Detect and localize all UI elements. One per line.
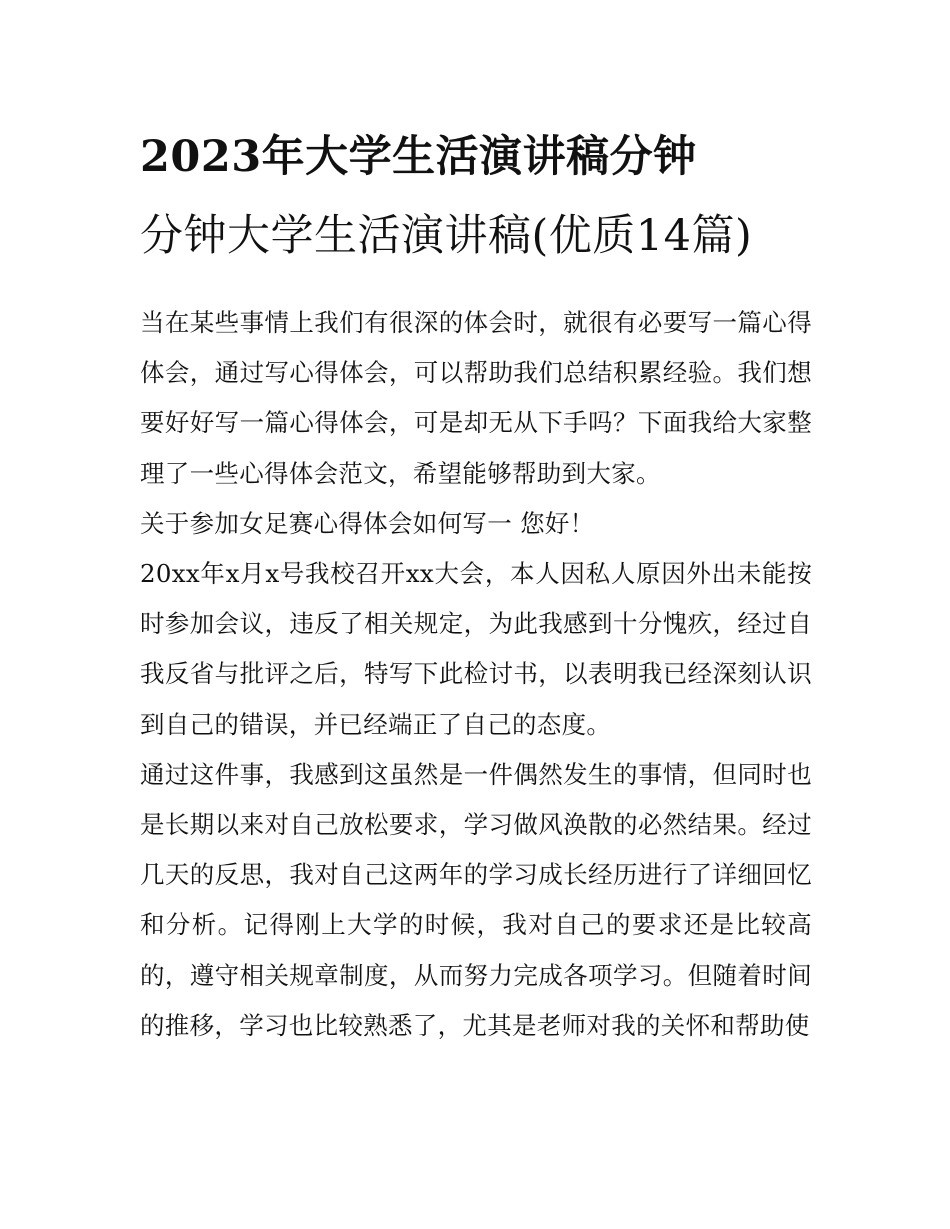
intro-paragraph: 当在某些事情上我们有很深的体会时，就很有必要写一篇心得体会，通过写心得体会，可以帮助我们总结积累经验。我们想要好好写一篇心得体会，可是却无从下手吗？下面我给大家整理了一些心得体会范文，希望能够帮助到大家。 (140, 308, 812, 488)
title-line-1: 2023年大学生活演讲稿分钟 (140, 132, 697, 182)
title-line-2: 分钟大学生活演讲稿(优质14篇) (140, 211, 753, 261)
body-paragraph: 通过这件事，我感到这虽然是一件偶然发生的事情，但同时也是长期以来对自己放松要求，学习做风涣散的必然结果。经过几天的反思，我对自己这两年的学习成长经历进行了详细回忆和分析。记得刚上大学的时候，我对自己的要求还是比较高的，遵守相关规章制度，从而努力完成各项学习。但随着时间的推移，学习也比较熟悉了，尤其是老师对我的关怀和帮助使 (140, 759, 812, 1040)
document-title (140, 118, 812, 276)
section-heading: 关于参加女足赛心得体会如何写一 您好！ (140, 508, 595, 538)
document-page (140, 118, 812, 1051)
body-paragraph: 20xx年x月x号我校召开xx大会，本人因私人原因外出未能按时参加会议，违反了相关规定，为此我感到十分愧疚，经过自我反省与批评之后，特写下此检讨书，以表明我已经深刻认识到自己的错误，并已经端正了自己的态度。 (140, 559, 812, 739)
document-body (140, 298, 812, 1051)
